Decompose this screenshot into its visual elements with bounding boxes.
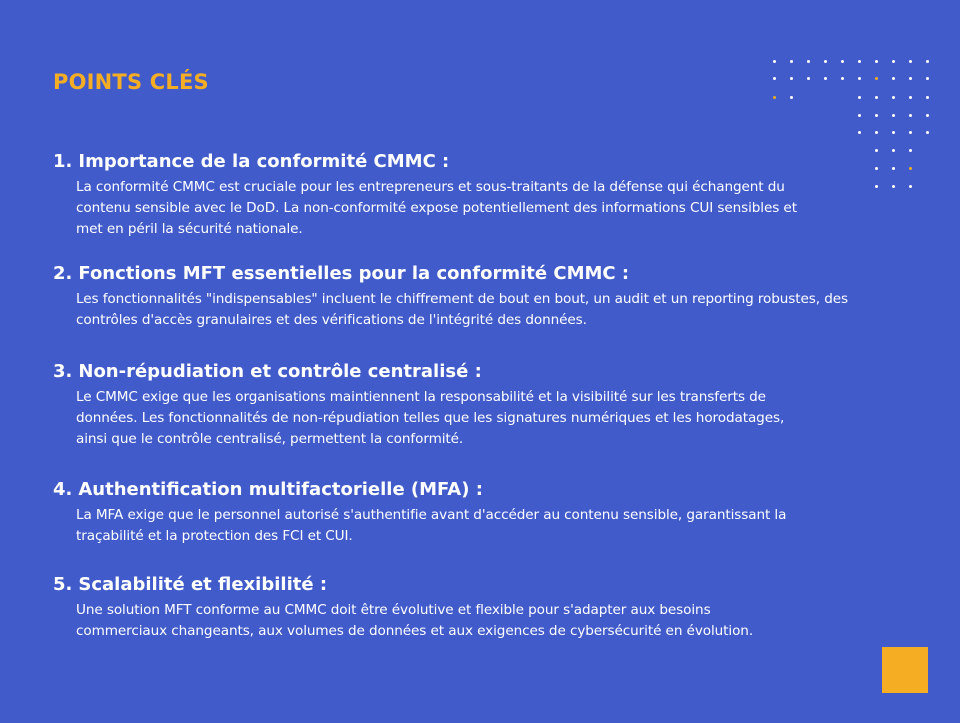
key-point-title-text: Authentification multifactorielle (MFA) : [78,479,483,500]
key-point-title-text: Fonctions MFT essentielles pour la conformité CMMC : [78,263,630,284]
key-point-title [53,478,813,502]
key-point-2 [53,262,913,331]
key-point-number: 2. [53,263,73,284]
key-point-text: Les fonctionnalités "indispensables" incluent le chiffrement de bout en bout, un audit et un reporting robustes, des contrôles d'accès granulaires et des vérifications de l'intégrité des données. [76,291,848,328]
key-point-4 [53,478,813,547]
key-point-title [53,262,913,286]
key-point-5 [53,573,783,642]
decorative-square [882,647,928,693]
key-point-number: 4. [53,479,73,500]
key-point-title [53,360,793,384]
key-point-number: 5. [53,574,73,595]
key-point-3 [53,360,793,450]
key-point-title [53,573,783,597]
key-point-title-text: Importance de la conformité CMMC : [78,151,450,172]
page-heading: POINTS CLÉS [53,70,209,94]
key-point-title-text: Scalabilité et flexibilité : [78,574,328,595]
key-point-text: Une solution MFT conforme au CMMC doit être évolutive et flexible pour s'adapter aux besoins commerciaux changeants, aux volumes de données et aux exigences de cybersécurité en évolution. [76,602,754,639]
key-point-title [53,150,813,174]
key-point-number: 3. [53,361,73,382]
key-point-text: La MFA exige que le personnel autorisé s'authentifie avant d'accéder au contenu sensible, garantissant la traçabilité et la protection des FCI et CUI. [76,507,787,544]
key-point-1 [53,150,813,240]
key-point-title-text: Non-répudiation et contrôle centralisé : [78,361,482,382]
key-point-number: 1. [53,151,73,172]
key-point-text: Le CMMC exige que les organisations maintiennent la responsabilité et la visibilité sur les transferts de données. Les fonctionnalités de non-répudiation telles que les signatures numériques et les horodatages, ainsi que le contrôle centralisé, permettent la conformité. [76,389,785,447]
key-point-text: La conformité CMMC est cruciale pour les entrepreneurs et sous-traitants de la défense qui échangent du contenu sensible avec le DoD. La non-conformité expose potentiellement des informations CUI sensibles et met en péril la sécurité nationale. [76,179,797,237]
